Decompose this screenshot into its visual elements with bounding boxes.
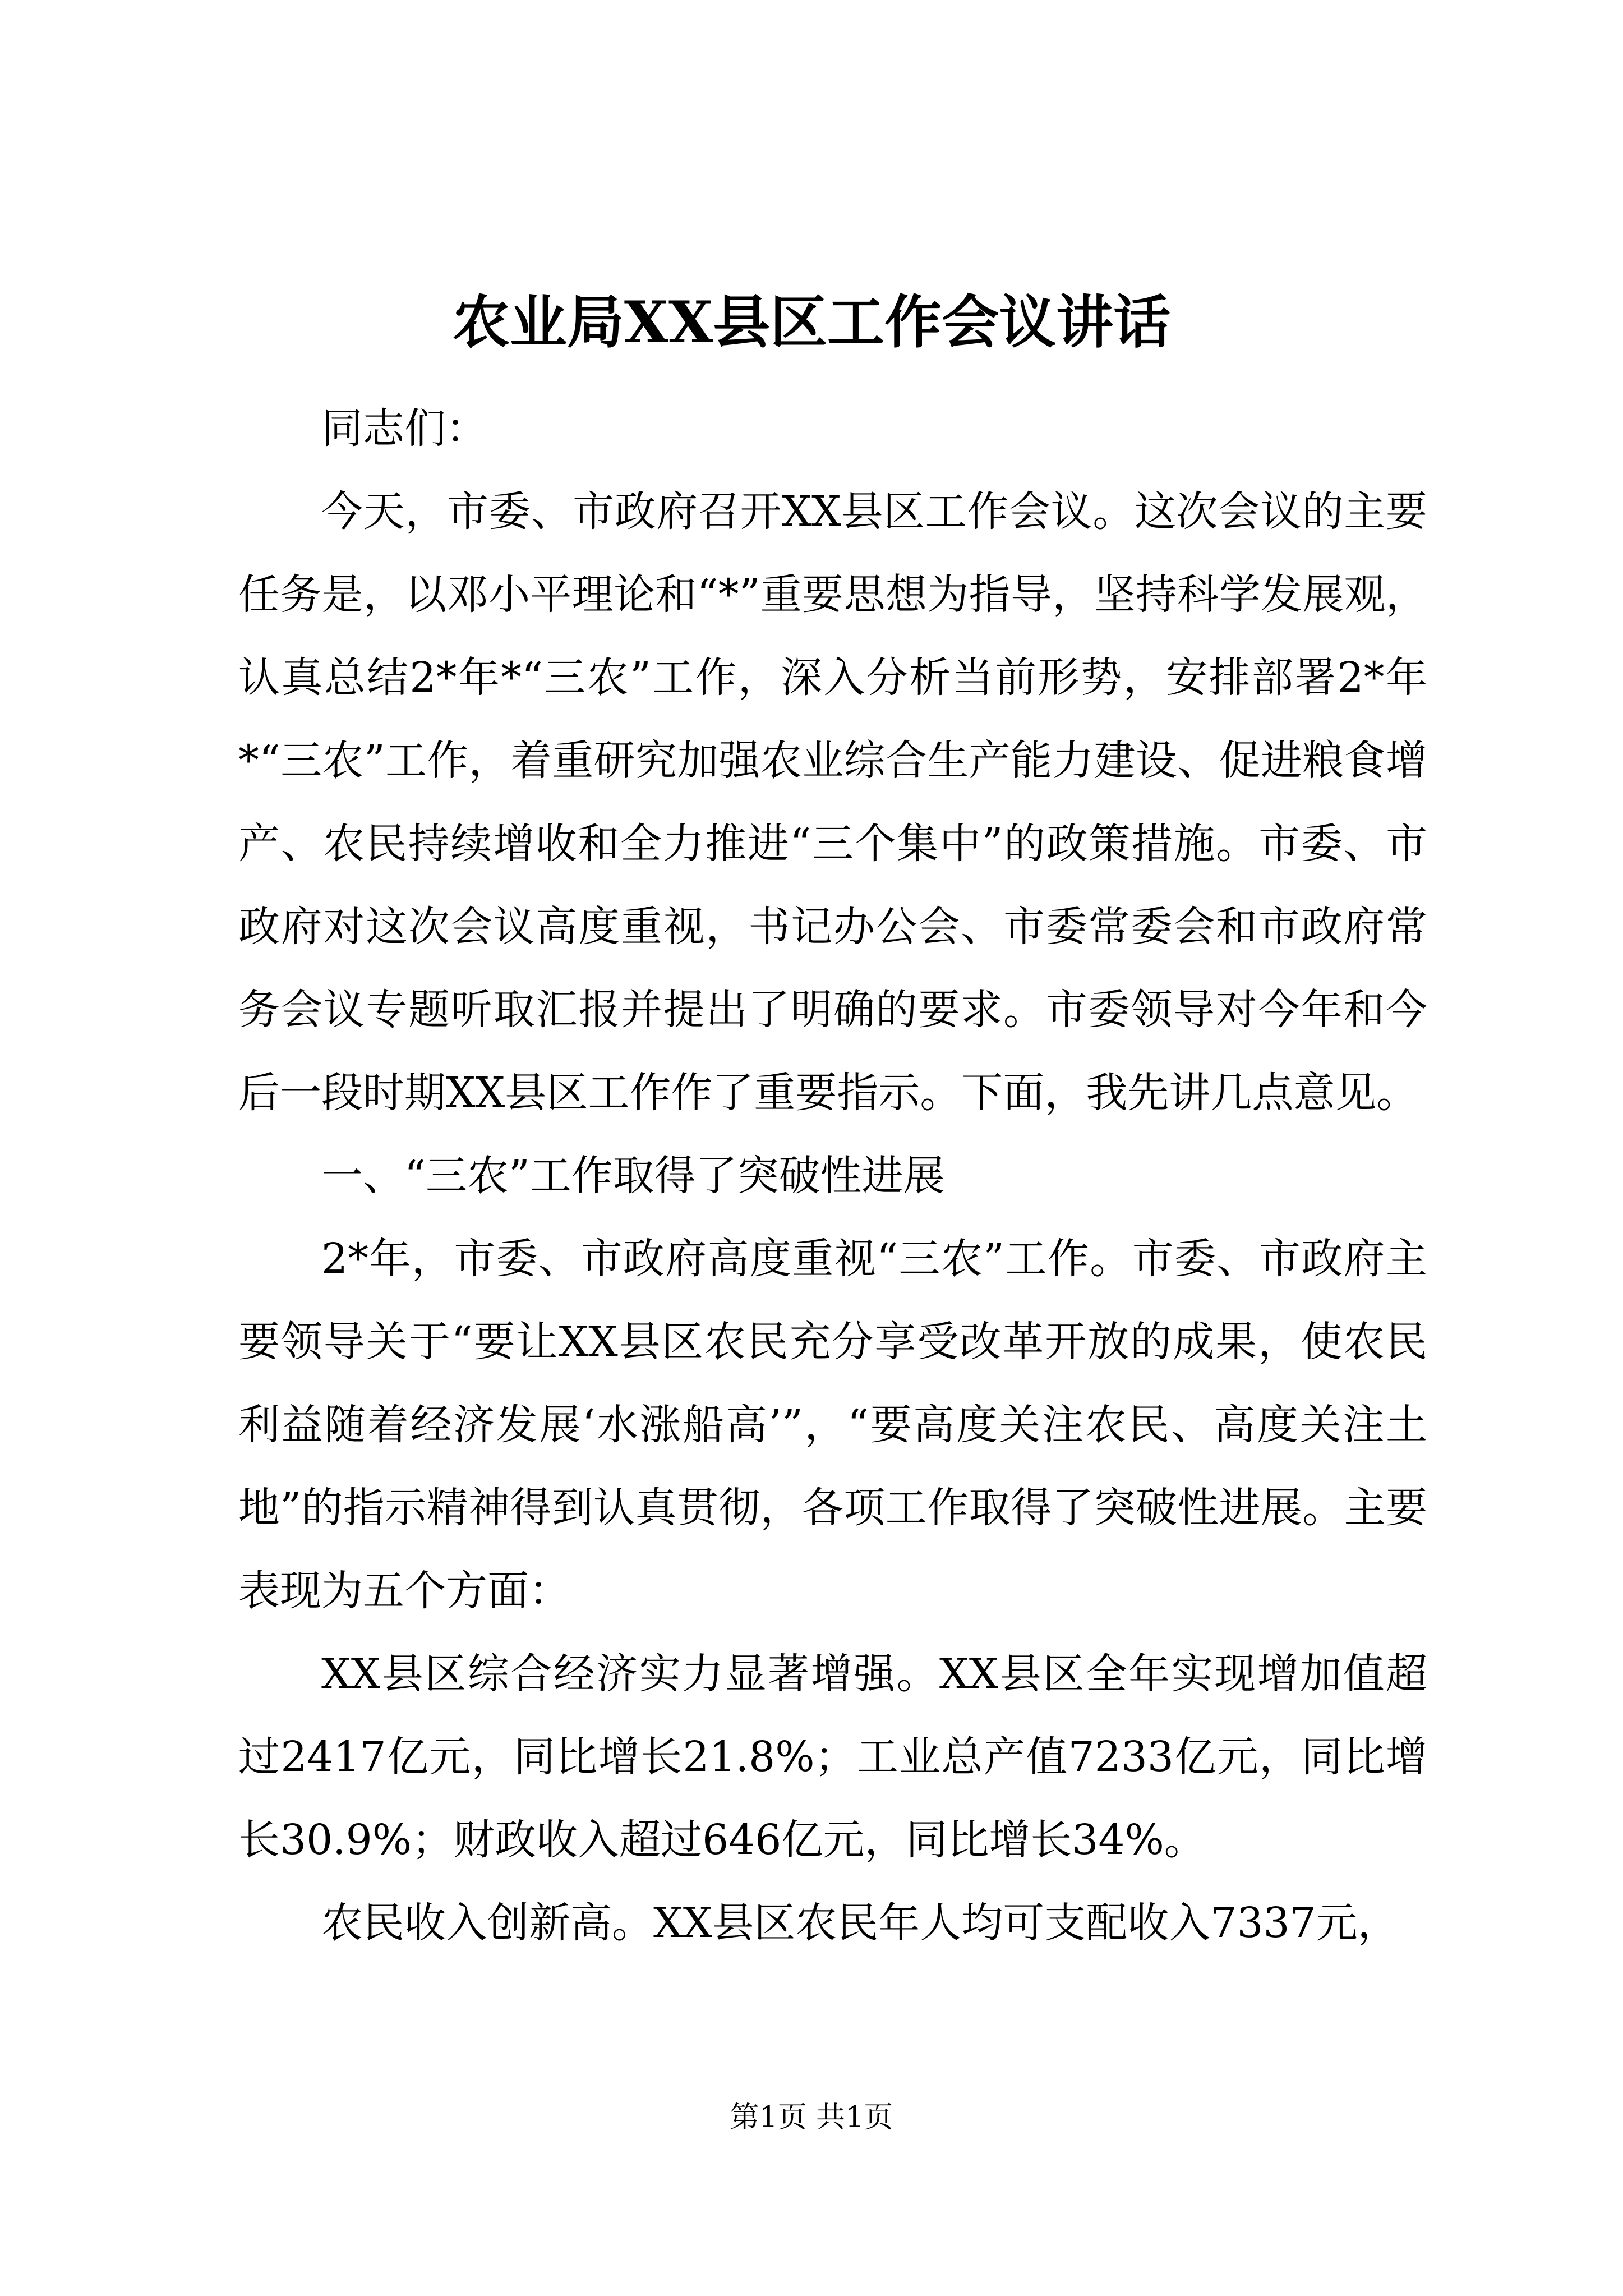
- page-footer: 第1页 共1页: [730, 2101, 893, 2134]
- intro-paragraph: 今天，市委、市政府召开XX县区工作会议。这次会议的主要任务是，以邓小平理论和“*”重要思想为指导，坚持科学发展观，认真总结2*年*“三农”工作，深入分析当前形势，安排部署2*年*“三农”工作，着重研究加强农业综合生产能力建设、促进粮食增产、农民持续增收和全力推进“三个集中”的政策措施。市委、市政府对这次会议高度重视，书记办公会、市委常委会和市政府常务会议专题听取汇报并提出了明确的要求。市委领导对今年和今后一段时期XX县区工作作了重要指示。下面，我先讲几点意见。: [238, 487, 1427, 1117]
- salutation-paragraph: 同志们：: [321, 404, 487, 453]
- income-paragraph: 农民收入创新高。XX县区农民年人均可支配收入7337元，: [321, 1899, 1399, 1947]
- document-body: [238, 387, 1427, 1964]
- economy-paragraph: XX县区综合经济实力显著增强。XX县区全年实现增加值超过2417亿元，同比增长21.8%；工业总产值7233亿元，同比增长30.9%；财政收入超过646亿元，同比增长34%。: [238, 1650, 1427, 1864]
- section-heading: 一、“三农”工作取得了突破性进展: [321, 1152, 945, 1200]
- progress-paragraph: 2*年，市委、市政府高度重视“三农”工作。市委、市政府主要领导关于“要让XX县区农民充分享受改革开放的成果，使农民利益随着经济发展‘水涨船高’”，“要高度关注农民、高度关注土地”的指示精神得到认真贯彻，各项工作取得了突破性进展。主要表现为五个方面：: [238, 1235, 1427, 1615]
- document-title: 农业局XX县区工作会议讲话: [452, 289, 1171, 356]
